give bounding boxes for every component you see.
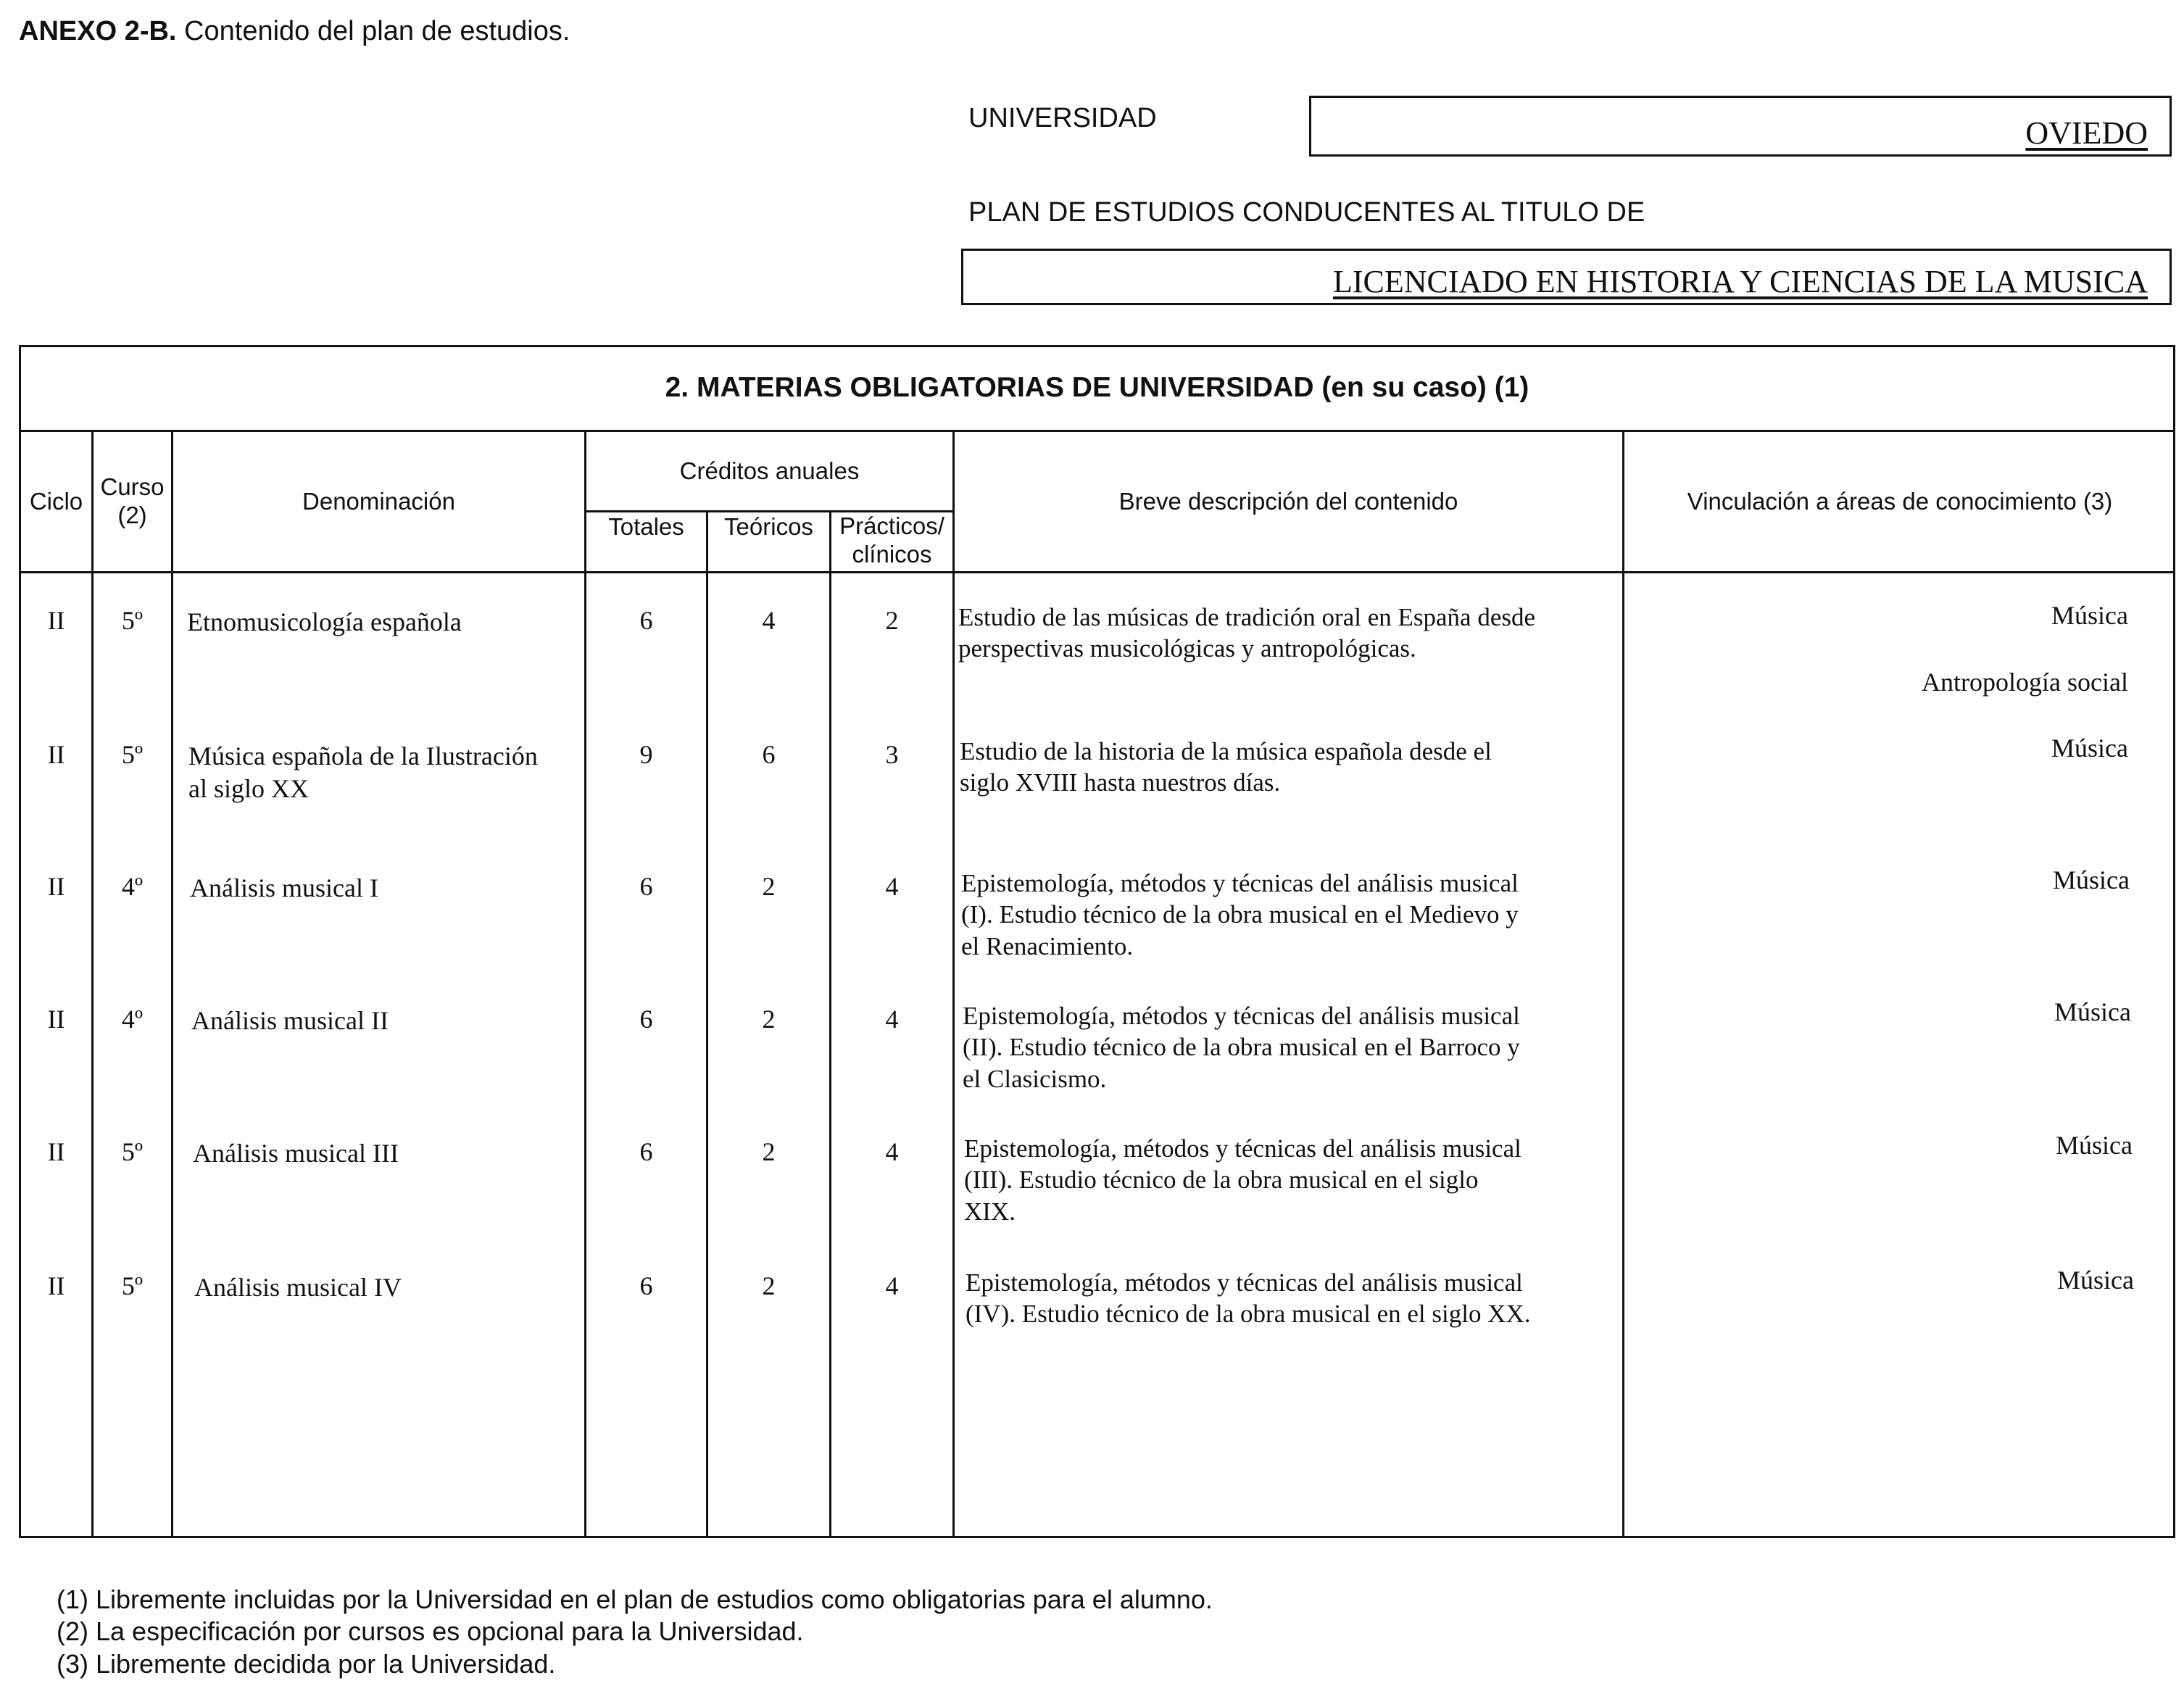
annex-subtitle: Contenido del plan de estudios.: [184, 16, 570, 46]
row6-totales: 6: [639, 1271, 653, 1300]
universidad-field: [1309, 96, 2172, 157]
row3-areas: Música: [2053, 865, 2130, 894]
header-vinculacion: Vinculación a áreas de conocimiento (3): [1687, 487, 2113, 515]
header-denominacion: Denominación: [302, 487, 455, 515]
row5-ciclo: II: [47, 1137, 65, 1166]
row1-ciclo: II: [47, 606, 65, 635]
row1-descripcion: Estudio de las músicas de tradición oral en España desde perspectivas musicológicas y antropológicas.: [958, 603, 1536, 663]
row4-practicos: 4: [885, 1005, 899, 1034]
header-teoricos: Teóricos: [724, 512, 813, 540]
row1-teoricos: 4: [762, 606, 776, 635]
row3-denominacion: Análisis musical I: [190, 873, 378, 902]
row2-curso: 5º: [121, 740, 144, 769]
row4-denominacion: Análisis musical II: [191, 1006, 389, 1035]
footnote-2: (2) La especificación por cursos es opcional para la Universidad.: [57, 1616, 804, 1646]
row3-teoricos: 2: [762, 872, 776, 901]
row5-totales: 6: [639, 1137, 653, 1166]
row6-areas: Música: [2057, 1266, 2134, 1295]
row5-teoricos: 2: [762, 1137, 776, 1166]
row3-practicos: 4: [885, 872, 899, 901]
rule-under-header: [19, 571, 2175, 573]
row4-curso: 4º: [121, 1005, 144, 1034]
row2-ciclo: II: [47, 740, 65, 769]
row4-teoricos: 2: [762, 1005, 776, 1034]
row5-descripcion: Epistemología, métodos y técnicas del análisis musical (III). Estudio técnico de la obra musical en el siglo XIX.: [964, 1134, 1521, 1226]
annex-number: ANEXO 2-B.: [19, 16, 177, 46]
row6-curso: 5º: [121, 1271, 144, 1300]
row5-areas: Música: [2056, 1131, 2133, 1160]
row2-practicos: 3: [885, 740, 899, 769]
row3-ciclo: II: [47, 872, 65, 901]
col-rule-curso: [171, 430, 173, 1538]
annex-heading: [19, 16, 570, 47]
row1-areas: Música Antropología social: [1922, 601, 2128, 697]
row2-teoricos: 6: [762, 740, 776, 769]
row4-totales: 6: [639, 1005, 653, 1034]
col-rule-ciclo: [91, 430, 94, 1538]
row2-descripcion: Estudio de la historia de la música española desde el siglo XVIII hasta nuestros días.: [960, 737, 1492, 797]
row4-descripcion: Epistemología, métodos y técnicas del análisis musical (II). Estudio técnico de la obra musical en el Barroco y el Clasicismo.: [963, 1002, 1520, 1093]
row1-totales: 6: [639, 606, 653, 635]
row1-denominacion: Etnomusicología española: [187, 607, 462, 636]
row4-ciclo: II: [47, 1005, 65, 1034]
col-rule-denominacion: [584, 430, 586, 1538]
titulo-value: LICENCIADO EN HISTORIA Y CIENCIAS DE LA MUSICA: [1332, 264, 2148, 299]
header-curso: Curso (2): [100, 473, 165, 528]
footnote-3: (3) Libremente decidida por la Universidad.: [57, 1649, 556, 1679]
header-totales: Totales: [608, 512, 684, 540]
titulo-field: [961, 249, 2172, 305]
header-descripcion: Breve descripción del contenido: [1118, 487, 1458, 515]
row3-totales: 6: [639, 872, 653, 901]
row5-practicos: 4: [885, 1137, 899, 1166]
row1-curso: 5º: [121, 606, 144, 635]
header-creditos-anuales: Créditos anuales: [679, 457, 860, 484]
header-practicos: Prácticos/ clínicos: [839, 512, 944, 568]
section-title: 2. MATERIAS OBLIGATORIAS DE UNIVERSIDAD (en su caso) (1): [665, 372, 1529, 403]
row6-denominacion: Análisis musical IV: [194, 1273, 402, 1302]
row4-areas: Música: [2054, 997, 2131, 1026]
row1-practicos: 2: [885, 606, 899, 635]
footnote-1: (1) Libremente incluidas por la Universidad en el plan de estudios como obligatorias para el alumno.: [57, 1584, 1213, 1614]
row6-practicos: 4: [885, 1271, 899, 1300]
header-ciclo: Ciclo: [29, 487, 83, 515]
row2-denominacion: Música española de la Ilustración al siglo XX: [188, 742, 538, 803]
row6-descripcion: Epistemología, métodos y técnicas del análisis musical (IV). Estudio técnico de la obra musical en el siglo XX.: [966, 1268, 1531, 1329]
row2-areas: Música: [2051, 734, 2128, 763]
row6-teoricos: 2: [762, 1271, 776, 1300]
universidad-value: OVIEDO: [2025, 115, 2148, 151]
plan-label: PLAN DE ESTUDIOS CONDUCENTES AL TITULO DE: [968, 197, 1645, 228]
col-rule-descripcion: [1622, 430, 1624, 1538]
row3-curso: 4º: [121, 872, 144, 901]
universidad-label: UNIVERSIDAD: [968, 103, 1157, 133]
row5-curso: 5º: [121, 1137, 144, 1166]
row3-descripcion: Epistemología, métodos y técnicas del análisis musical (I). Estudio técnico de la obra musical en el Medievo y el Renacimiento.: [961, 869, 1519, 960]
row2-totales: 9: [639, 740, 653, 769]
col-rule-creditos: [952, 430, 955, 1538]
row5-denominacion: Análisis musical III: [193, 1139, 399, 1168]
row6-ciclo: II: [47, 1271, 65, 1300]
